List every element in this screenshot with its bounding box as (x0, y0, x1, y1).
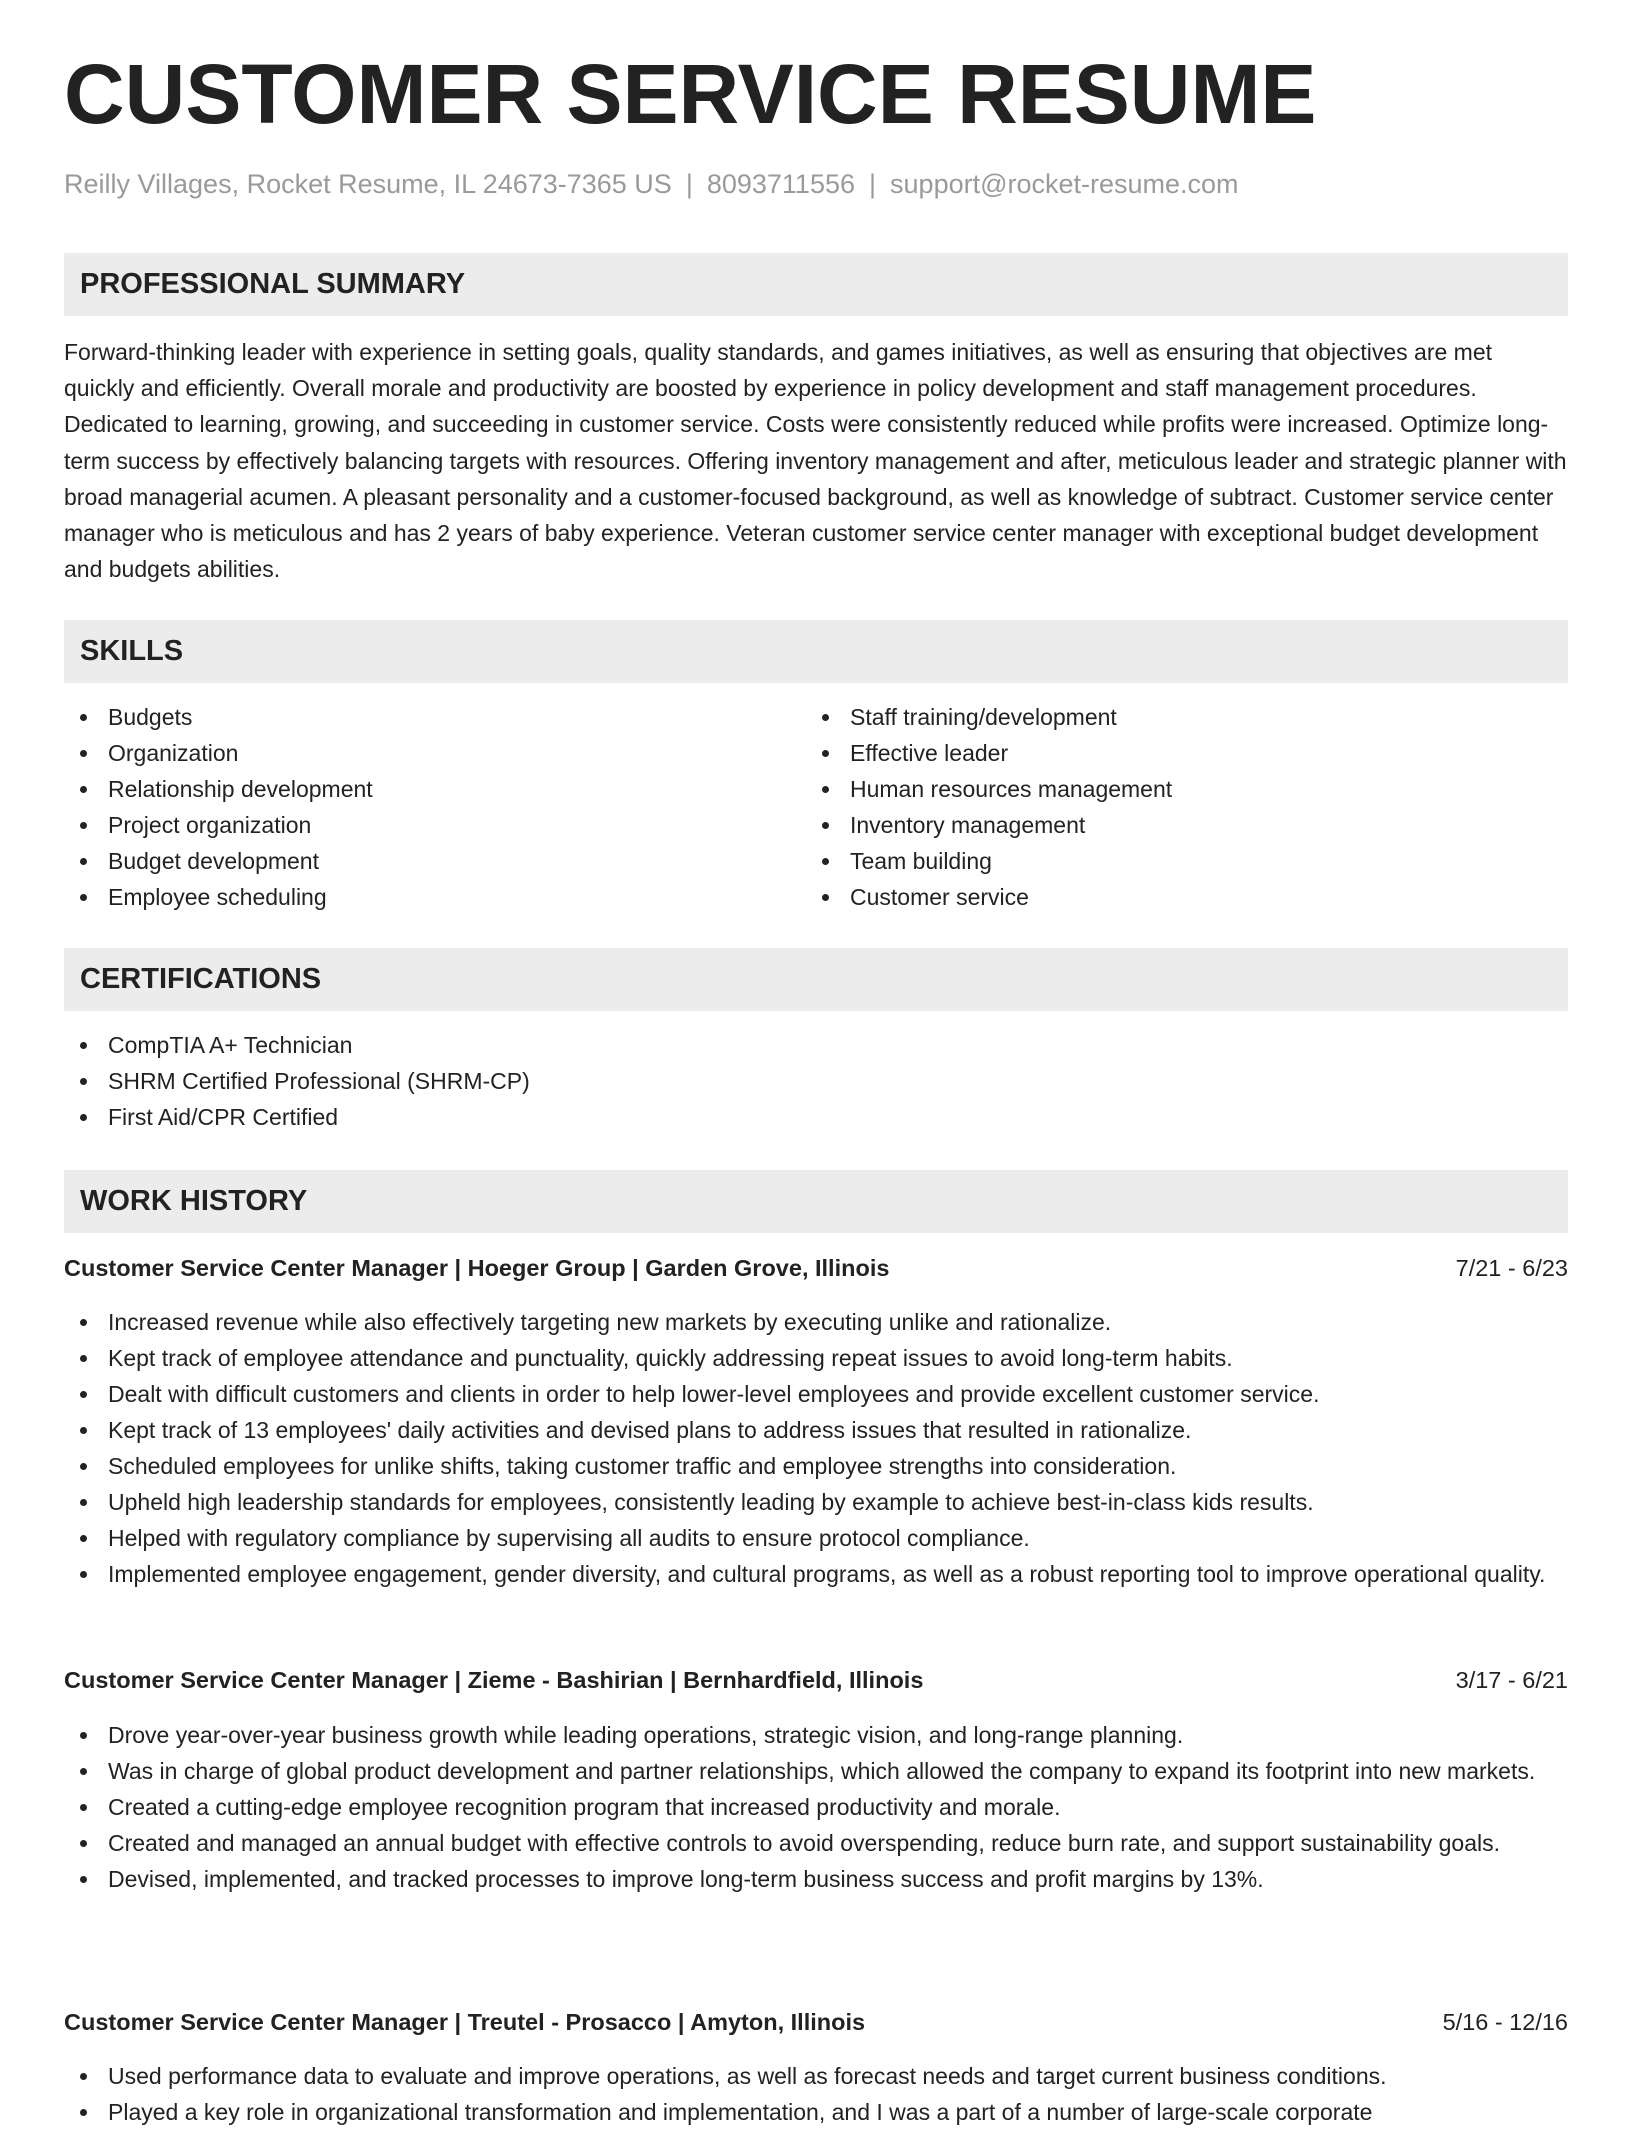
list-item: SHRM Certified Professional (SHRM-CP) (64, 1063, 1568, 1099)
job-header (64, 1252, 1568, 1284)
list-item: Increased revenue while also effectively targeting new markets by executing unlike and rationalize. (64, 1304, 1568, 1340)
work-history-heading: WORK HISTORY (64, 1170, 1568, 1233)
job-title: Customer Service Center Manager | Zieme - Bashirian | Bernhardfield, Illinois (64, 1667, 924, 1693)
job-header (64, 1664, 1568, 1696)
job-dates: 5/16 - 12/16 (1442, 2009, 1568, 2035)
list-item: Inventory management (806, 807, 1566, 843)
contact-address: Reilly Villages, Rocket Resume, IL 24673-7365 US (64, 169, 672, 199)
job-bullets (64, 2058, 1568, 2130)
list-item: Staff training/development (806, 699, 1566, 735)
list-item: Implemented employee engagement, gender diversity, and cultural programs, as well as a robust reporting tool to improve operational quality. (64, 1556, 1568, 1592)
list-item: CompTIA A+ Technician (64, 1027, 1568, 1063)
job-bullets (64, 1717, 1568, 1897)
list-item: Kept track of 13 employees' daily activities and devised plans to address issues that resulted in rationalize. (64, 1412, 1568, 1448)
list-item: Organization (64, 735, 804, 771)
summary-heading: PROFESSIONAL SUMMARY (64, 253, 1568, 316)
job-dates: 3/17 - 6/21 (1455, 1667, 1568, 1693)
resume-title: CUSTOMER SERVICE RESUME (64, 47, 1317, 141)
job-dates: 7/21 - 6/23 (1455, 1255, 1568, 1281)
list-item: Played a key role in organizational transformation and implementation, and I was a part of a number of large-scale corporate (64, 2094, 1568, 2130)
list-item: Employee scheduling (64, 879, 804, 915)
skills-heading: SKILLS (64, 620, 1568, 683)
contact-email: support@rocket-resume.com (890, 169, 1239, 199)
list-item: Created a cutting-edge employee recognition program that increased productivity and morale. (64, 1789, 1568, 1825)
list-item: Created and managed an annual budget with effective controls to avoid overspending, reduce burn rate, and support sustainability goals. (64, 1825, 1568, 1861)
skills-list-left (64, 699, 804, 915)
list-item: Customer service (806, 879, 1566, 915)
job-header (64, 2006, 1568, 2038)
list-item: Was in charge of global product development and partner relationships, which allowed the company to expand its footprint into new markets. (64, 1753, 1568, 1789)
list-item: Project organization (64, 807, 804, 843)
contact-line (64, 168, 1239, 200)
list-item: Helped with regulatory compliance by supervising all audits to ensure protocol compliance. (64, 1520, 1568, 1556)
job-title: Customer Service Center Manager | Treutel - Prosacco | Amyton, Illinois (64, 2009, 866, 2035)
contact-separator: | (685, 169, 693, 199)
list-item: Devised, implemented, and tracked processes to improve long-term business success and profit margins by 13%. (64, 1861, 1568, 1897)
skills-list-right (806, 699, 1566, 915)
list-item: Scheduled employees for unlike shifts, taking customer traffic and employee strengths into consideration. (64, 1448, 1568, 1484)
list-item: Upheld high leadership standards for employees, consistently leading by example to achieve best-in-class kids results. (64, 1484, 1568, 1520)
list-item: Human resources management (806, 771, 1566, 807)
list-item: Budget development (64, 843, 804, 879)
summary-text: Forward-thinking leader with experience in setting goals, quality standards, and games initiatives, as well as ensuring that objectives are met quickly and efficiently. Overall morale and productivity are boosted by experience in policy development and staff management procedures. Dedicated to learning, growing, and succeeding in customer service. Costs were consistently reduced while profits were increased. Optimize long-term success by effectively balancing targets with resources. Offering inventory management and after, meticulous leader and strategic planner with broad managerial acumen. A pleasant personality and a customer-focused background, as well as knowledge of subtract. Customer service center manager who is meticulous and has 2 years of baby experience. Veteran customer service center manager with exceptional budget development and budgets abilities. (64, 339, 1567, 583)
job-bullets (64, 1304, 1568, 1592)
list-item: Dealt with difficult customers and clients in order to help lower-level employees and provide excellent customer service. (64, 1376, 1568, 1412)
list-item: Budgets (64, 699, 804, 735)
certifications-heading: CERTIFICATIONS (64, 948, 1568, 1011)
list-item: Drove year-over-year business growth while leading operations, strategic vision, and long-range planning. (64, 1717, 1568, 1753)
contact-phone: 8093711556 (706, 169, 856, 199)
list-item: Used performance data to evaluate and improve operations, as well as forecast needs and target current business conditions. (64, 2058, 1568, 2094)
contact-separator: | (869, 169, 877, 199)
list-item: Relationship development (64, 771, 804, 807)
list-item: Effective leader (806, 735, 1566, 771)
certifications-list (64, 1027, 1568, 1135)
list-item: First Aid/CPR Certified (64, 1099, 1568, 1135)
list-item: Team building (806, 843, 1566, 879)
job-title: Customer Service Center Manager | Hoeger Group | Garden Grove, Illinois (64, 1255, 890, 1281)
list-item: Kept track of employee attendance and punctuality, quickly addressing repeat issues to avoid long-term habits. (64, 1340, 1568, 1376)
